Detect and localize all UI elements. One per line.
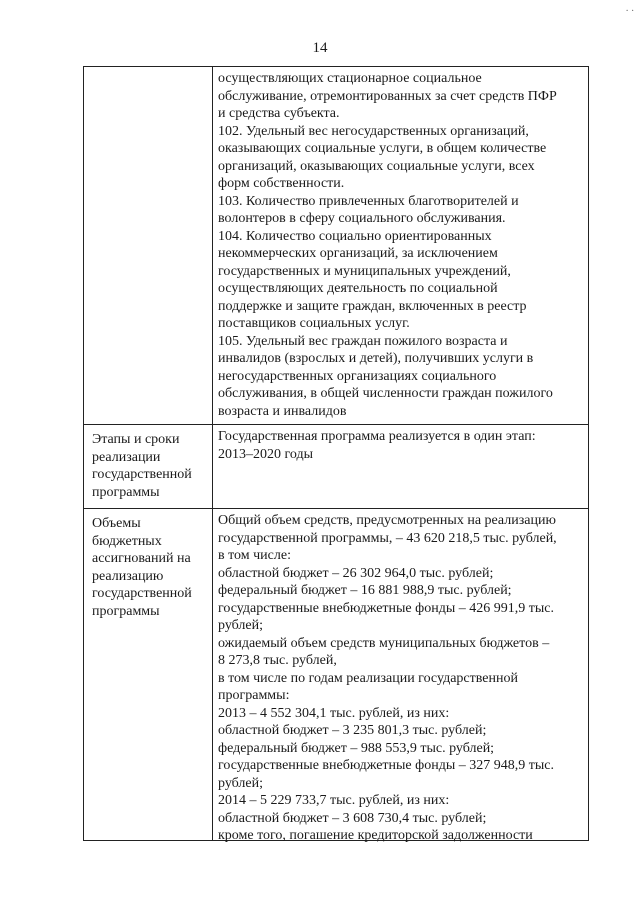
text-line: обслуживания, в общей численности граждан пожилого (218, 386, 553, 401)
text-line: государственные внебюджетные фонды – 327 948,9 тыс. (218, 758, 554, 773)
row-content-cell (213, 67, 588, 420)
table-row (84, 509, 588, 843)
text-line: ассигнований на (92, 551, 191, 566)
text-line: рублей; (218, 618, 263, 633)
text-line: реализацию (92, 568, 164, 584)
text-line: поддержке и защите граждан, включенных в реестр (218, 298, 527, 314)
text-line: 104. Количество социально ориентированных (218, 228, 492, 244)
text-line: областной бюджет – 3 608 730,4 тыс. рублей; (218, 810, 487, 826)
text-line: областной бюджет – 26 302 964,0 тыс. рублей; (218, 565, 494, 581)
text-line: 2013 – 4 552 304,1 тыс. рублей, из них: (218, 705, 450, 721)
text-line: федеральный бюджет – 988 553,9 тыс. рублей; (218, 740, 495, 756)
text-line: программы (92, 603, 160, 619)
text-line: 103. Количество привлеченных благотворителей и (218, 193, 519, 209)
text-line: волонтеров в сферу социального обслуживания. (218, 211, 506, 226)
text-line: некоммерческих организаций, за исключением (218, 246, 498, 261)
text-line: и средства субъекта. (218, 106, 340, 121)
text-line: ожидаемый объем средств муниципальных бюджетов – (218, 635, 550, 651)
page-number: 14 (312, 40, 328, 56)
text-line: негосударственных организациях социального (218, 368, 497, 384)
text-line: кроме того, погашение кредиторской задолженности (218, 828, 533, 843)
text-line: государственные внебюджетные фонды – 426 991,9 тыс. (218, 600, 554, 616)
text-line: областной бюджет – 3 235 801,3 тыс. рублей; (218, 723, 487, 738)
table-row (84, 67, 588, 425)
text-line: Объемы (92, 516, 141, 531)
text-line: 2014 – 5 229 733,7 тыс. рублей, из них: (218, 793, 450, 808)
text-line: поставщиков социальных услуг. (218, 316, 410, 331)
text-line: в том числе: (218, 548, 291, 563)
text-line: программы (92, 484, 160, 500)
corner-mark: . . (625, 2, 634, 14)
text-line: Этапы и сроки (92, 432, 180, 447)
table-row (84, 425, 588, 509)
text-line: бюджетных (92, 533, 162, 549)
row-content-cell (213, 509, 588, 845)
text-line: государственных и муниципальных учреждений, (218, 263, 511, 279)
text-line: возраста и инвалидов (218, 403, 347, 419)
row-label-cell (84, 425, 212, 501)
text-line: 2013–2020 годы (218, 446, 314, 462)
text-line: государственной (92, 586, 192, 601)
text-line: осуществляющих стационарное социальное (218, 71, 482, 86)
text-line: государственной программы, – 43 620 218,5 тыс. рублей, (218, 530, 557, 546)
text-line: обслуживание, отремонтированных за счет средств ПФР (218, 88, 557, 104)
text-line: в том числе по годам реализации государственной (218, 670, 518, 686)
text-line: 105. Удельный вес граждан пожилого возраста и (218, 333, 508, 349)
text-line: Общий объем средств, предусмотренных на реализацию (218, 513, 556, 528)
text-line: 8 273,8 тыс. рублей, (218, 653, 337, 668)
text-line: оказывающих социальные услуги, в общем количестве (218, 141, 547, 156)
text-line: федеральный бюджет – 16 881 988,9 тыс. рублей; (218, 583, 512, 598)
row-label-cell (84, 67, 212, 73)
text-line: организаций, оказывающих социальные услуги, всех (218, 158, 535, 174)
text-line: 102. Удельный вес негосударственных организаций, (218, 123, 529, 139)
row-content-cell (213, 425, 588, 463)
row-label-cell (84, 509, 212, 620)
text-line: рублей; (218, 775, 263, 791)
text-line: форм собственности. (218, 176, 345, 191)
text-line: инвалидов (взрослых и детей), получивших услуги в (218, 351, 534, 366)
text-line: государственной (92, 467, 192, 482)
text-line: Государственная программа реализуется в один этап: (218, 429, 536, 444)
text-line: реализации (92, 449, 161, 465)
program-passport-table (83, 66, 589, 841)
text-line: программы: (218, 688, 290, 703)
text-line: осуществляющих деятельность по социальной (218, 281, 498, 296)
